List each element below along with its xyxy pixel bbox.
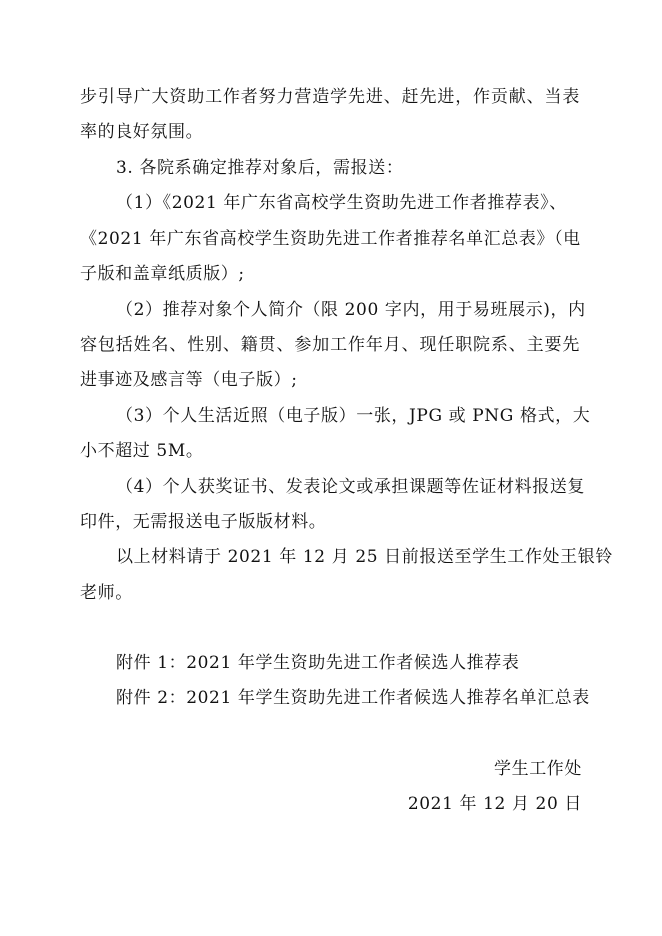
signature-office: 学生工作处 (494, 759, 582, 779)
body-line: 进事迹及感言等（电子版）; (80, 370, 298, 390)
body-line: 老师。 (80, 583, 133, 603)
signature-date: 2021 年 12 月 20 日 (407, 794, 582, 814)
body-line: 《2021 年广东省高校学生资助先进工作者推荐名单汇总表》（电 (80, 229, 581, 249)
body-line: 子版和盖章纸质版）; (80, 264, 245, 284)
attachment-item: 附件 2：2021 年学生资助先进工作者候选人推荐名单汇总表 (116, 688, 590, 708)
body-line: 小不超过 5M。 (80, 441, 204, 461)
body-line: （2）推荐对象个人简介（限 200 字内，用于易班展示)，内 (116, 300, 586, 320)
body-line: 印件，无需报送电子版版材料。 (80, 512, 327, 532)
body-line: 以上材料请于 2021 年 12 月 25 日前报送至学生工作处王银铃 (116, 547, 613, 567)
body-line: 容包括姓名、性别、籍贯、参加工作年月、现任职院系、主要先 (80, 335, 580, 355)
body-line: （4）个人获奖证书、发表论文或承担课题等佐证材料报送复 (116, 477, 586, 497)
attachment-item: 附件 1：2021 年学生资助先进工作者候选人推荐表 (116, 653, 520, 673)
body-line: 率的良好氛围。 (80, 122, 204, 142)
body-line: （1）《2021 年广东省高校学生资助先进工作者推荐表》、 (116, 193, 567, 213)
body-line: （3）个人生活近照（电子版）一张，JPG 或 PNG 格式，大 (116, 406, 591, 426)
section-heading: 3. 各院系确定推荐对象后，需报送： (116, 158, 404, 178)
body-line: 步引导广大资助工作者努力营造学先进、赶先进，作贡献、当表 (80, 87, 580, 107)
